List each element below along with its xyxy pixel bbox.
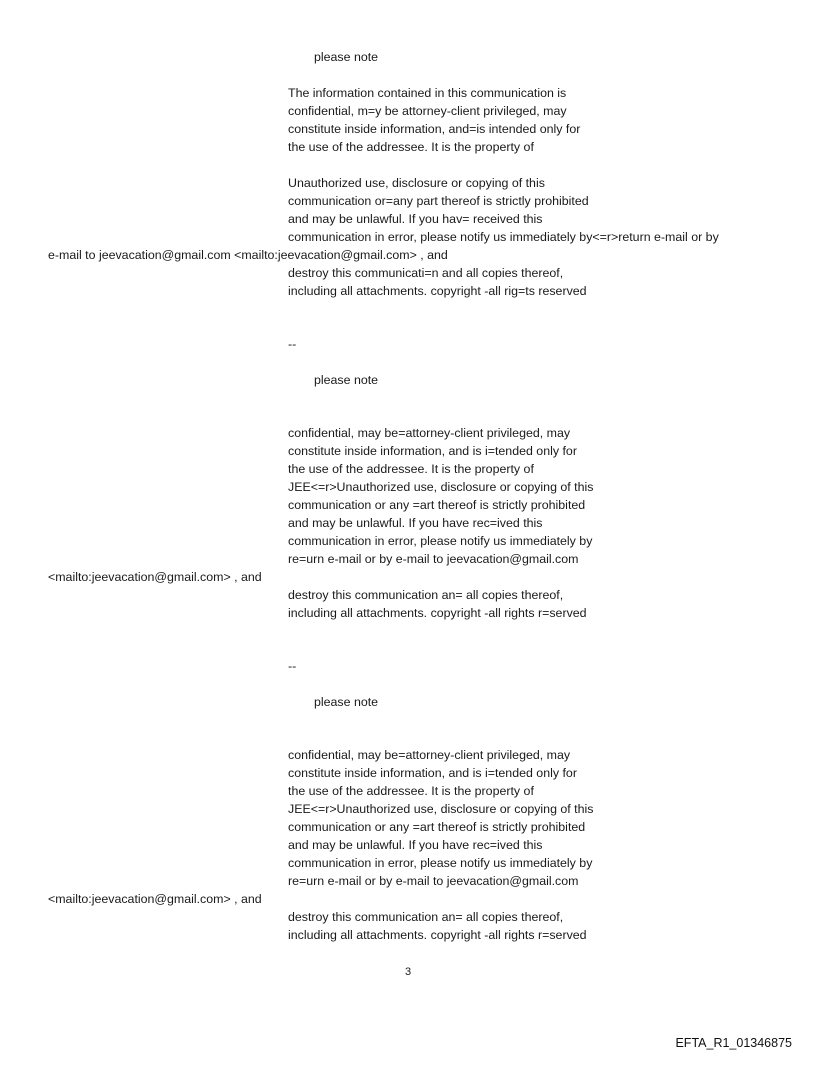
document-id: EFTA_R1_01346875 [675,1036,792,1050]
block-1-line-3: constitute inside information, and=is intended only for [288,122,581,136]
block-2-heading: please note [314,373,379,387]
block-2-line-8: re=urn e-mail or by e-mail to jeevacation@gmail.com [288,552,579,566]
block-3-line-3: the use of the addressee. It is the property of [288,784,534,798]
block-2-line-4: JEE<=r>Unauthorized use, disclosure or copying of this [288,480,594,494]
block-3-line-7: communication in error, please notify us immediately by [288,856,593,870]
block-2-separator: -- [288,337,297,351]
block-3-line-1: confidential, may be=attorney-client privileged, may [288,748,571,762]
block-1-line-6: communication or=any part thereof is strictly prohibited [288,194,589,208]
block-1-heading: please note [314,50,379,64]
block-1-line-4: the use of the addressee. It is the property of [288,140,534,154]
block-2-line-7: communication in error, please notify us immediately by [288,534,593,548]
block-2-line-6: and may be unlawful. If you have rec=ived this [288,516,543,530]
block-1-line-11: including all attachments. copyright -all rig=ts reserved [288,284,587,298]
block-3-line-10: destroy this communication an= all copies thereof, [288,910,564,924]
block-3-separator: -- [288,659,297,673]
block-3-heading: please note [314,695,379,709]
block-2-line-11: including all attachments. copyright -all rights r=served [288,606,587,620]
block-3-line-4: JEE<=r>Unauthorized use, disclosure or copying of this [288,802,594,816]
block-3-line-5: communication or any =art thereof is strictly prohibited [288,820,586,834]
block-1-line-1: The information contained in this communication is [288,86,567,100]
page-number: 3 [404,966,412,978]
block-2-line-5: communication or any =art thereof is strictly prohibited [288,498,586,512]
block-1-line-8: communication in error, please notify us immediately by<=r>return e-mail or by [288,230,719,244]
block-2-line-3: the use of the addressee. It is the property of [288,462,534,476]
block-1-line-7: and may be unlawful. If you hav= received this [288,212,543,226]
block-1-line-2: confidential, m=y be attorney-client privileged, may [288,104,567,118]
block-3-line-8: re=urn e-mail or by e-mail to jeevacation@gmail.com [288,874,579,888]
block-2-line-2: constitute inside information, and is i=tended only for [288,444,577,458]
block-3-line-6: and may be unlawful. If you have rec=ived this [288,838,543,852]
block-1-line-10: destroy this communicati=n and all copies thereof, [288,266,564,280]
block-3-line-11: including all attachments. copyright -all rights r=served [288,928,587,942]
block-1-line-5: Unauthorized use, disclosure or copying of this [288,176,545,190]
block-2-line-9: <mailto:jeevacation@gmail.com> , and [48,570,262,584]
block-3-line-2: constitute inside information, and is i=tended only for [288,766,577,780]
block-2-line-10: destroy this communication an= all copies thereof, [288,588,564,602]
block-2-line-1: confidential, may be=attorney-client privileged, may [288,426,571,440]
block-3-line-9: <mailto:jeevacation@gmail.com> , and [48,892,262,906]
block-1-line-9: e-mail to jeevacation@gmail.com <mailto:jeevacation@gmail.com> , and [48,248,448,262]
